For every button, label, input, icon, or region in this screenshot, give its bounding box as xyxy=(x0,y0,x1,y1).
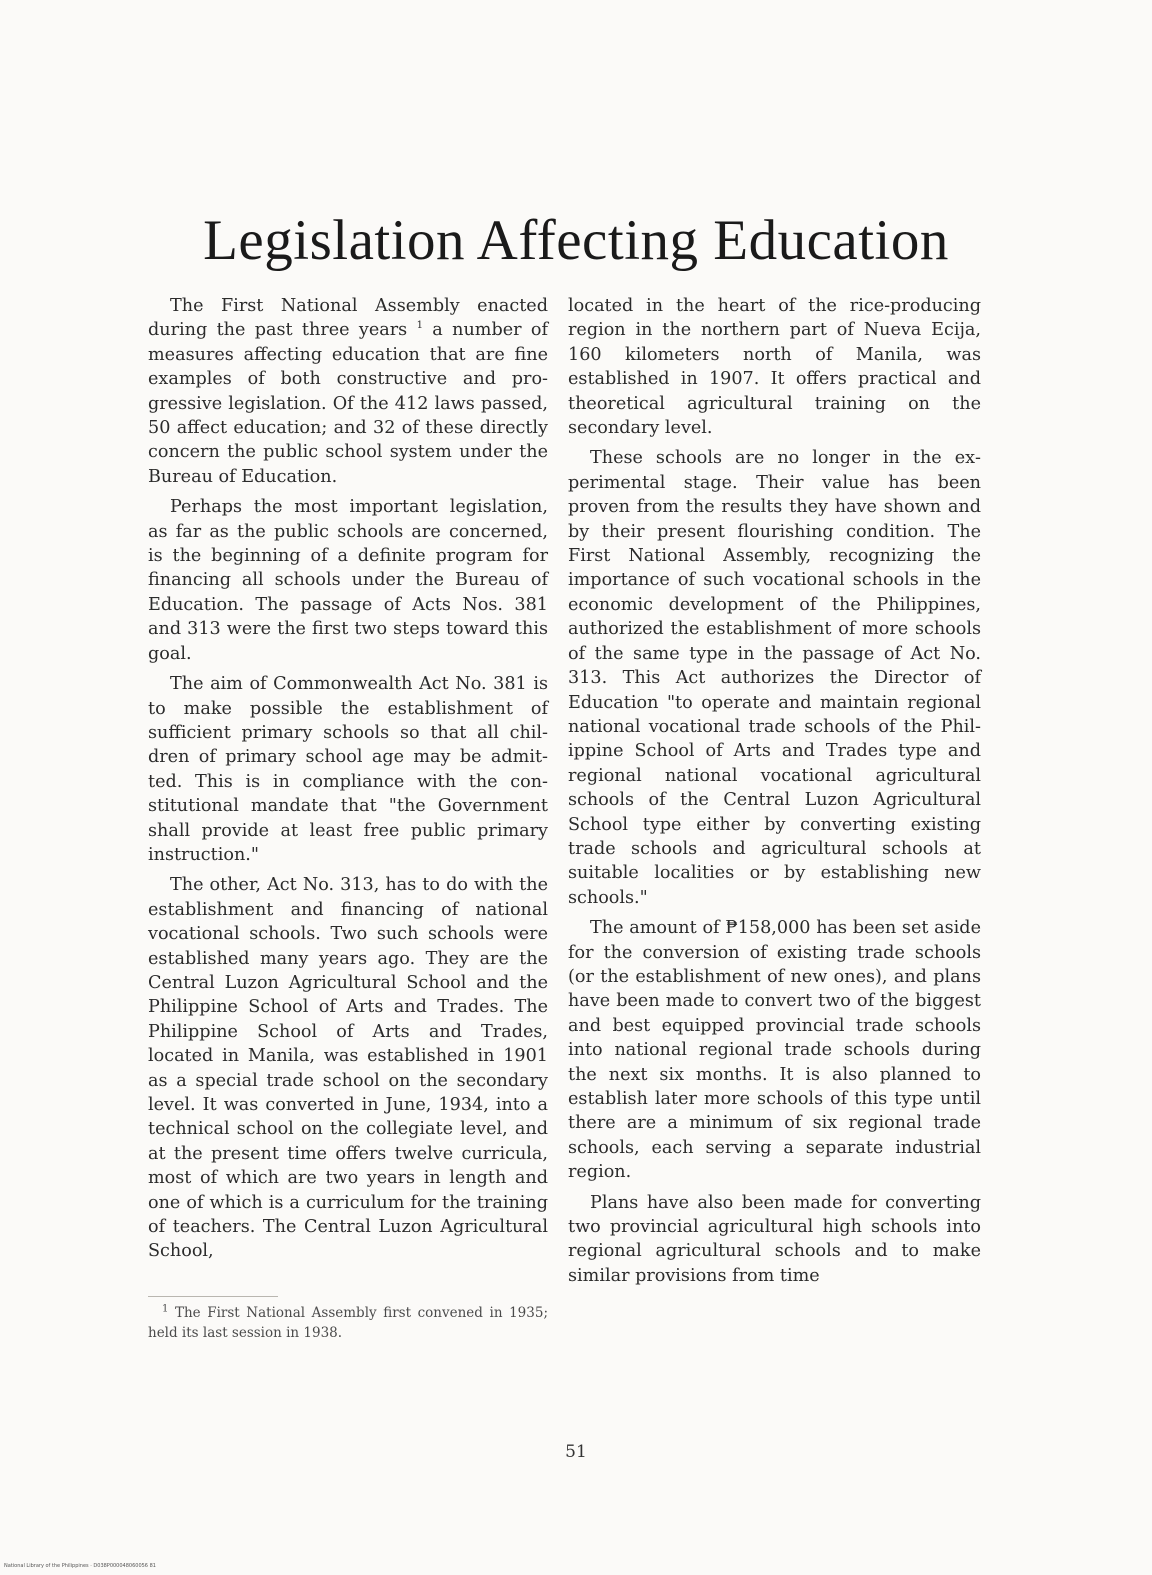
paragraph: These schools are no longer in the experimental stage. Their value has been proven from the results they have shown and by their present flourishing condition. The First National Assembly, recognizing the importance of such vocational schools in the economic development of the Philippines, authorized the establishment of more schools of the same type in the passage of Act No. 313. This Act authorizes the Director of Education "to operate and maintain regional national vocational trade schools of the Philippine School of Arts and Trades type and regional national vocational agricultural schools of the Central Luzon Agricultural School type either by converting existing trade schools and agricultural schools at suitable localities or by establishing new schools." xyxy=(568,448,981,908)
footnote-divider xyxy=(148,1296,278,1297)
page-title: Legislation Affecting Education xyxy=(203,209,949,272)
page-number: 51 xyxy=(565,1442,587,1462)
footnote xyxy=(148,1303,548,1343)
paragraph: The amount of ₱158,000 has been set aside for the conversion of existing trade schools (or the establishment of new ones), and plans have been made to convert two of the biggest and best equipped provincial trade schools into national regional trade schools during the next six months. It is also planned to establish later more schools of this type until there are a minimum of six regional trade schools, each serving a separate industrial region. xyxy=(568,918,981,1183)
archive-credit: National Library of the Philippines · D038P000048060056 81 xyxy=(4,1563,156,1569)
paragraph: The First National Assembly enacted during the past three years $^1$ a number of measures affecting education that are fine examples of both constructive and progressive legislation. Of the 412 laws passed, 50 affect education; and 32 of these directly concern the public school system under the Bureau of Education. xyxy=(148,296,549,487)
paragraph: Plans have also been made for converting two provincial agricultural high schools into regional agricultural schools and to make similar provisions from time xyxy=(568,1192,981,1286)
right-column xyxy=(568,294,981,1288)
footnote-reference[interactable]: 1 xyxy=(416,320,423,332)
paragraph-continued: located in the heart of the rice-producing region in the northern part of Nueva Ecija, 160 kilometers north of Manila, was established in 1907. It offers practical and theoretical agricultural training on the secondary level. xyxy=(568,296,981,439)
footnote-text: The First National Assembly first convened in 1935; held its last session in 1938. xyxy=(148,1305,548,1341)
paragraph: Perhaps the most important legislation, as far as the public schools are concerned, is the beginning of a definite program for financing all schools under the Bureau of Education. The passage of Acts Nos. 381 and 313 were the first two steps toward this goal. xyxy=(148,497,548,664)
paragraph: The other, Act No. 313, has to do with the establishment and financing of national vocational schools. Two such schools were established many years ago. They are the Central Luzon Agricultural School and the Philippine School of Arts and Trades. The Philippine School of Arts and Trades, located in Manila, was established in 1901 as a special trade school on the secondary level. It was converted in June, 1934, into a technical school on the collegiate level, and at the present time offers twelve curricula, most of which are two years in length and one of which is a curriculum for the training of teachers. The Central Luzon Agricultural School, xyxy=(148,875,548,1262)
footnote-marker: 1 xyxy=(162,1303,169,1315)
paragraph: The aim of Commonwealth Act No. 381 is to make possible the establishment of sufficient primary schools so that all children of primary school age may be admitted. This is in compliance with the constitutional mandate that "the Government shall provide at least free public primary instruction." xyxy=(148,674,548,865)
left-column xyxy=(148,294,548,1264)
